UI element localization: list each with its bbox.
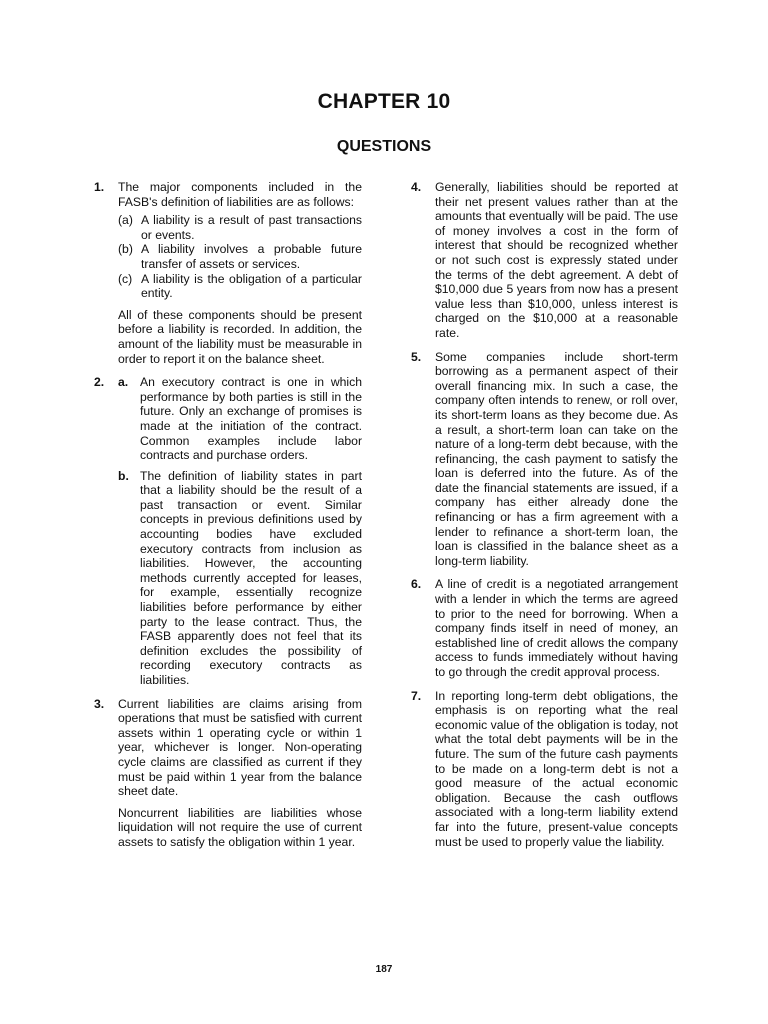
- question-7: [411, 689, 678, 850]
- option-label: (a): [118, 213, 133, 228]
- question-1-closing: All of these components should be present before a liability is recorded. In addition, the amount of the liability must be measurable in order to report it on the balance sheet.: [118, 307, 362, 366]
- question-3-noncurrent: Noncurrent liabilities are liabilities whose liquidation will not require the use of current assets to satisfy the obligation within 1 year.: [118, 805, 362, 849]
- option-a: [118, 213, 362, 242]
- chapter-title: CHAPTER 10: [317, 90, 451, 113]
- section-title: QUESTIONS: [336, 138, 432, 155]
- option-b: [118, 242, 362, 271]
- question-3: [94, 697, 362, 850]
- question-5-text: Some companies include short-term borrowing as a permanent aspect of their overall financing mix. In such a case, the company often intends to renew, or roll over, its short-term loans as they become due. As a result, a short-term loan can take on the nature of a long-term debt because, with the refinancing, the cash payment to satisfy the loan is deferred into the future. As of the date the financial statements are issued, if a company has either already done the refinancing or has a firm agreement with a lender to refinance a short-term loan, the loan is classified in the balance sheet as a long-term liability.: [435, 349, 678, 568]
- sub-text: The definition of liability states in part that a liability should be the result of a past transaction or event. Similar concepts in previous definitions used by accounting bodies have excluded executory contracts from inclusion as liabilities. However, the accounting methods currently accepted for leases, for example, essentially recognize liabilities before performance by either party to the lease contract. Thus, the FASB apparently does not feel that its definition excludes the possibility of recording executory contracts as liabilities.: [140, 468, 362, 687]
- sub-label: a.: [118, 375, 129, 390]
- question-1: [94, 180, 362, 366]
- question-number: 2.: [94, 375, 105, 390]
- question-1-intro: The major components included in the FASB's definition of liabilities are as follows:: [118, 180, 362, 209]
- question-4-text: Generally, liabilities should be reported at their net present values rather than at the amounts that eventually will be paid. The use of money involves a cost in the form of interest that should be recognized whether or not such cost is expressly stated under the terms of the debt agreement. A debt of $10,000 due 5 years from now has a present value less than $10,000, unless interest is charged on the $10,000 at a reasonable rate.: [435, 180, 678, 340]
- question-number: 3.: [94, 696, 105, 711]
- option-text: A liability involves a probable future transfer of assets or services.: [141, 242, 362, 271]
- option-c: [118, 272, 362, 301]
- question-6-text: A line of credit is a negotiated arrangement with a lender in which the terms are agreed to prior to the need for borrowing. When a company finds itself in need of money, an established line of credit allows the company access to funds immediately without having to go through the credit approval process.: [435, 577, 678, 679]
- page-number: 187: [375, 964, 393, 975]
- right-column: [411, 180, 678, 858]
- option-label: (c): [118, 271, 133, 286]
- question-4: [411, 180, 678, 341]
- question-1-options: [118, 213, 362, 301]
- question-number: 5.: [411, 349, 422, 364]
- left-column: [94, 180, 362, 859]
- option-label: (b): [118, 242, 133, 257]
- question-number: 4.: [411, 180, 422, 194]
- question-7-text: In reporting long-term debt obligations, the emphasis is on reporting what the real economic value of the obligation is today, not what the total debt payments will be in the future. The sum of the future cash payments to be made on a long-term debt is not a good measure of the actual economic obligation. Because the cash outflows associated with a long-term liability extend far into the future, present-value concepts must be used to properly value the liability.: [435, 688, 678, 849]
- question-2: [94, 375, 362, 687]
- question-number: 7.: [411, 688, 422, 703]
- question-2a: [118, 375, 362, 463]
- question-6: [411, 577, 678, 679]
- question-2b: [118, 469, 362, 688]
- option-text: A liability is the obligation of a particular entity.: [141, 271, 362, 301]
- option-text: A liability is a result of past transactions or events.: [141, 213, 362, 242]
- question-number: 6.: [411, 577, 422, 592]
- question-number: 1.: [94, 180, 105, 194]
- sub-label: b.: [118, 468, 129, 483]
- question-5: [411, 350, 678, 569]
- sub-text: An executory contract is one in which performance by both parties is still in the future. Only an exchange of promises is made at the initiation of the contract. Common examples include labor contracts and purchase orders.: [140, 375, 362, 463]
- question-3-current: Current liabilities are claims arising from operations that must be satisfied with current assets within 1 operating cycle or within 1 year, whichever is longer. Non-operating cycle claims are classified as current if they must be paid within 1 year from the balance sheet date.: [118, 696, 362, 799]
